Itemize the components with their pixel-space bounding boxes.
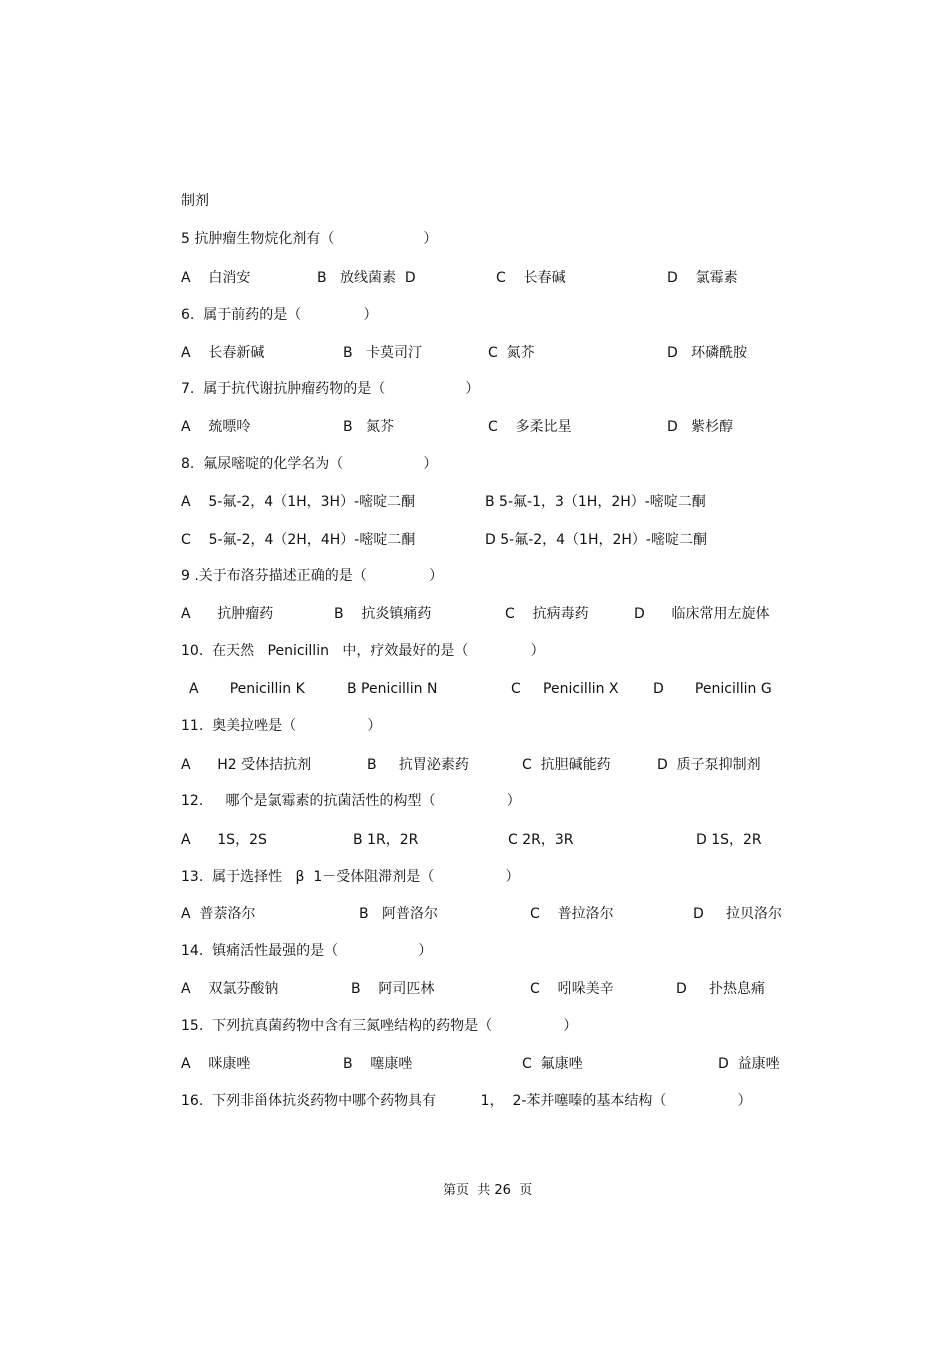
question-11-option-a: A H2 受体拮抗剂 [181, 757, 312, 773]
page-footer: 第页 共 26 页 [443, 1183, 533, 1198]
question-6-option-a: A 长春新碱 [181, 345, 265, 361]
question-13-option-d: D 拉贝洛尔 [693, 906, 783, 922]
question-8-option-c: C 5-氟-2，4（2H，4H）-嘧啶二酮 [181, 532, 416, 548]
question-14-stem: 14. 镇痛活性最强的是（ ） [181, 943, 433, 959]
question-11-option-b: B 抗胃泌素药 [367, 757, 469, 773]
question-10-stem: 10. 在天然 Penicillin 中，疗效最好的是（ ） [181, 643, 545, 659]
question-10-option-a: A Penicillin K [189, 681, 305, 697]
question-15-option-a: A 咪康唑 [181, 1056, 251, 1072]
question-10-option-b: B Penicillin N [347, 681, 438, 697]
question-5-option-b: B 放线菌素 D [317, 270, 416, 286]
question-11-stem: 11. 奥美拉唑是（ ） [181, 718, 382, 734]
question-7-option-a: A 巯嘌呤 [181, 419, 251, 435]
question-12-stem: 12. 哪个是氯霉素的抗菌活性的构型（ ） [181, 793, 521, 809]
question-14-option-a: A 双氯芬酸钠 [181, 981, 279, 997]
question-9-option-c: C 抗病毒药 [505, 606, 589, 622]
question-5-stem: 5 抗肿瘤生物烷化剂有（ ） [181, 231, 438, 247]
question-15-stem: 15. 下列抗真菌药物中含有三氮唑结构的药物是（ ） [181, 1018, 578, 1034]
question-8-stem: 8. 氟尿嘧啶的化学名为（ ） [181, 456, 438, 472]
question-14-option-d: D 扑热息痛 [676, 981, 766, 997]
question-9-option-d: D 临床常用左旋体 [634, 606, 770, 622]
question-7-stem: 7. 属于抗代谢抗肿瘤药物的是（ ） [181, 381, 480, 397]
question-14-option-c: C 吲哚美辛 [530, 981, 614, 997]
question-6-option-b: B 卡莫司汀 [343, 345, 422, 361]
question-6-stem: 6. 属于前药的是（ ） [181, 307, 378, 323]
question-11-option-c: C 抗胆碱能药 [522, 757, 611, 773]
continuation-text: 制剂 [181, 193, 209, 209]
question-8-option-b: B 5-氟-1，3（1H，2H）-嘧啶二酮 [485, 494, 706, 510]
question-12-option-b: B 1R，2R [353, 832, 419, 848]
question-9-option-a: A 抗肿瘤药 [181, 606, 274, 622]
question-10-option-d: D Penicillin G [653, 681, 772, 697]
question-13-option-c: C 普拉洛尔 [530, 906, 614, 922]
question-8-option-a: A 5-氟-2，4（1H，3H）-嘧啶二酮 [181, 494, 416, 510]
question-5-option-c: C 长春碱 [496, 270, 566, 286]
question-13-option-b: B 阿普洛尔 [359, 906, 438, 922]
question-7-option-d: D 紫杉醇 [667, 419, 734, 435]
question-13-stem: 13. 属于选择性 β 1－受体阻滞剂是（ ） [181, 869, 520, 885]
question-12-option-a: A 1S，2S [181, 832, 267, 848]
question-9-stem: 9 .关于布洛芬描述正确的是（ ） [181, 568, 444, 584]
question-6-option-c: C 氮芥 [488, 345, 535, 361]
question-10-option-c: C Penicillin X [511, 681, 619, 697]
question-15-option-c: C 氟康唑 [522, 1056, 583, 1072]
question-12-option-c: C 2R，3R [508, 832, 574, 848]
question-11-option-d: D 质子泵抑制剂 [657, 757, 761, 773]
question-9-option-b: B 抗炎镇痛药 [334, 606, 432, 622]
question-8-option-d: D 5-氟-2，4（1H，2H）-嘧啶二酮 [485, 532, 707, 548]
question-7-option-b: B 氮芥 [343, 419, 394, 435]
question-6-option-d: D 环磷酰胺 [667, 345, 748, 361]
question-16-stem: 16. 下列非甾体抗炎药物中哪个药物具有 1， 2-苯并噻嗪的基本结构（ ） [181, 1093, 752, 1109]
question-5-option-a: A 白消安 [181, 270, 251, 286]
question-13-option-a: A 普萘洛尔 [181, 906, 256, 922]
question-15-option-b: B 噻康唑 [343, 1056, 413, 1072]
question-12-option-d: D 1S，2R [696, 832, 762, 848]
question-14-option-b: B 阿司匹林 [351, 981, 435, 997]
question-7-option-c: C 多柔比星 [488, 419, 572, 435]
question-15-option-d: D 益康唑 [718, 1056, 780, 1072]
question-5-option-d: D 氯霉素 [667, 270, 738, 286]
